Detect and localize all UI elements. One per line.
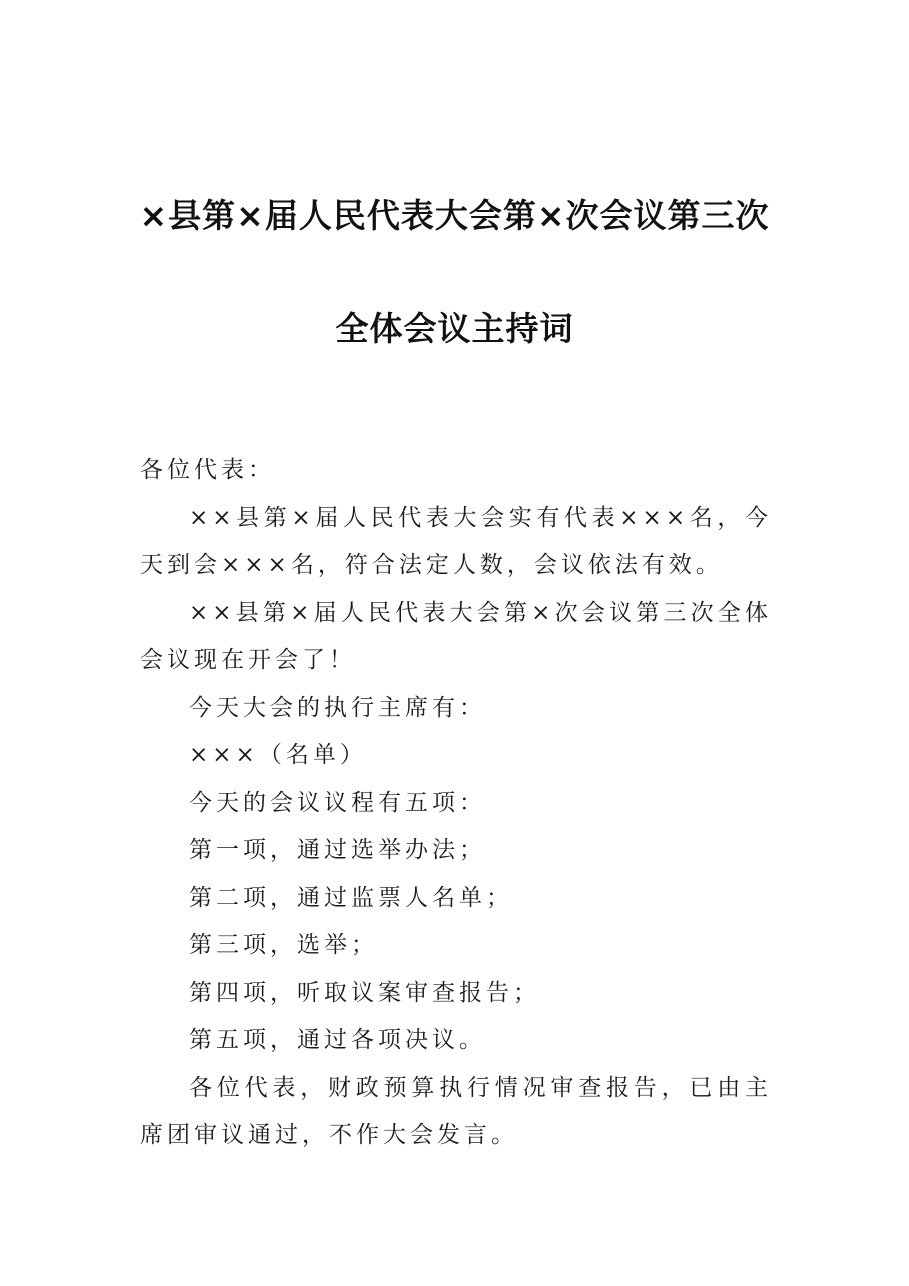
document-title-line-1: ×县第×届人民代表大会第×次会议第三次 — [139, 196, 770, 235]
agenda-item-2: 第二项，通过监票人名单； — [189, 884, 513, 911]
paragraph-agenda-intro: 今天的会议议程有五项： — [189, 789, 486, 816]
paragraph-attendance: ××县第×届人民代表大会实有代表×××名，今天到会×××名，符合法定人数，会议依法有效。 — [140, 504, 772, 578]
paragraph-chairs-list: ×××（名单） — [189, 742, 367, 768]
agenda-item-3: 第三项，选举； — [189, 932, 378, 958]
agenda-item-5: 第五项，通过各项决议。 — [189, 1027, 486, 1053]
paragraph-budget-report: 各位代表，财政预算执行情况审查报告，已由主席团审议通过，不作大会发言。 — [140, 1074, 772, 1148]
paragraph-opening: ××县第×届人民代表大会第×次会议第三次全体会议现在开会了！ — [140, 599, 772, 673]
document-title-line-2: 全体会议主持词 — [335, 309, 574, 348]
salutation: 各位代表： — [140, 457, 275, 483]
agenda-item-4: 第四项，听取议案审查报告； — [189, 979, 540, 1006]
paragraph-chairs-intro: 今天大会的执行主席有： — [189, 694, 486, 721]
agenda-item-1: 第一项，通过选举办法； — [189, 837, 486, 863]
document-body — [140, 447, 772, 1160]
